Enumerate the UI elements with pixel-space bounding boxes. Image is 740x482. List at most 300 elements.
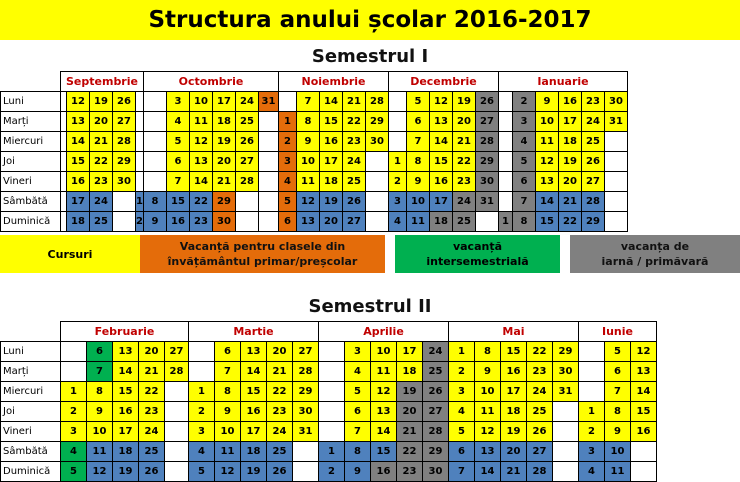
date-cell: 9 [143,212,166,232]
date-cell: 22 [90,152,113,172]
header-corner [1,322,61,342]
date-cell: 4 [579,462,605,482]
date-cell: 23 [527,362,553,382]
date-cell: 1 [278,112,296,132]
date-cell [165,382,189,402]
date-cell: 22 [267,382,293,402]
date-cell: 2 [136,212,144,232]
date-cell: 16 [241,402,267,422]
date-cell: 2 [579,422,605,442]
date-cell: 27 [342,212,365,232]
date-cell: 24 [235,92,258,112]
date-cell: 18 [319,172,342,192]
date-cell: 7 [166,172,189,192]
date-cell: 11 [189,112,212,132]
date-cell: 15 [319,112,342,132]
date-cell: 1 [319,442,345,462]
date-cell: 13 [429,112,452,132]
legend-spacer [385,235,395,273]
date-cell: 21 [558,192,581,212]
date-cell: 13 [631,362,657,382]
date-cell: 6 [449,442,475,462]
legend-iarna-line1: vacanța de [620,240,690,253]
date-cell: 10 [87,422,113,442]
date-cell: 23 [189,212,212,232]
date-cell [258,172,278,192]
date-cell: 15 [166,192,189,212]
date-cell [631,462,657,482]
date-cell [498,132,512,152]
date-cell: 19 [558,152,581,172]
date-cell [604,212,627,232]
date-cell [143,172,166,192]
date-cell: 21 [397,422,423,442]
month-header: Noiembrie [278,72,388,92]
date-cell: 5 [449,422,475,442]
week-day-row [1,112,628,132]
week-day-row [1,212,628,232]
day-label: Sâmbătă [1,192,61,212]
date-cell: 21 [90,132,113,152]
month-header: Decembrie [388,72,498,92]
date-cell: 21 [452,132,475,152]
day-label: Marți [1,112,61,132]
date-cell: 8 [512,212,535,232]
date-cell: 26 [113,92,136,112]
date-cell: 27 [581,172,604,192]
date-cell: 9 [605,422,631,442]
date-cell: 8 [87,382,113,402]
date-cell: 4 [449,402,475,422]
date-cell: 20 [139,342,165,362]
date-cell: 29 [423,442,449,462]
date-cell: 20 [501,442,527,462]
day-label: Miercuri [1,382,61,402]
legend-inter-line1: vacanță [452,240,503,253]
month-header: Iunie [579,322,657,342]
month-header: Aprilie [319,322,449,342]
date-cell: 15 [113,382,139,402]
date-cell: 3 [512,112,535,132]
date-cell: 30 [475,172,498,192]
day-label: Luni [1,92,61,112]
date-cell [319,402,345,422]
date-cell: 15 [371,442,397,462]
date-cell: 3 [449,382,475,402]
date-cell [498,92,512,112]
date-cell: 2 [278,132,296,152]
date-cell: 30 [604,92,627,112]
date-cell: 13 [475,442,501,462]
date-cell: 4 [278,172,296,192]
date-cell: 22 [452,152,475,172]
date-cell [365,152,388,172]
date-cell: 15 [535,212,558,232]
date-cell: 17 [429,192,452,212]
date-cell: 23 [452,172,475,192]
date-cell: 31 [553,382,579,402]
date-cell: 13 [535,172,558,192]
date-cell: 6 [605,362,631,382]
date-cell [553,402,579,422]
date-cell [258,132,278,152]
date-cell: 10 [189,92,212,112]
date-cell: 12 [371,382,397,402]
date-cell: 25 [581,132,604,152]
date-cell: 29 [113,152,136,172]
day-label: Sâmbătă [1,442,61,462]
date-cell: 28 [581,192,604,212]
date-cell: 22 [527,342,553,362]
date-cell [604,172,627,192]
date-cell: 6 [87,342,113,362]
date-cell [258,152,278,172]
date-cell: 14 [319,92,342,112]
date-cell [235,192,258,212]
date-cell: 6 [166,152,189,172]
date-cell [165,442,189,462]
date-cell: 23 [581,92,604,112]
date-cell [258,192,278,212]
month-header: Ianuarie [498,72,627,92]
date-cell: 29 [475,152,498,172]
date-cell: 14 [371,422,397,442]
date-cell: 30 [293,402,319,422]
date-cell: 7 [406,132,429,152]
header-corner [1,72,61,92]
date-cell: 10 [296,152,319,172]
date-cell [113,192,136,212]
date-cell: 7 [87,362,113,382]
date-cell: 13 [67,112,90,132]
date-cell: 18 [501,402,527,422]
date-cell: 2 [512,92,535,112]
date-cell: 16 [558,92,581,112]
date-cell: 25 [139,442,165,462]
date-cell [136,132,144,152]
date-cell: 14 [113,362,139,382]
date-cell: 16 [429,172,452,192]
date-cell: 11 [215,442,241,462]
date-cell: 14 [535,192,558,212]
date-cell [553,462,579,482]
week-day-row [1,422,657,442]
legend-cursuri-label: Cursuri [47,247,93,261]
date-cell: 16 [319,132,342,152]
semester-1-title: Semestrul I [311,46,429,67]
date-cell: 8 [143,192,166,212]
date-cell: 12 [67,92,90,112]
date-cell: 3 [278,152,296,172]
date-cell: 24 [267,422,293,442]
date-cell: 18 [558,132,581,152]
date-cell [165,422,189,442]
legend-vacanta-iarna [570,235,740,273]
date-cell: 7 [449,462,475,482]
date-cell: 13 [241,342,267,362]
date-cell: 2 [319,462,345,482]
date-cell: 18 [397,362,423,382]
date-cell [319,382,345,402]
date-cell: 20 [397,402,423,422]
date-cell [475,212,498,232]
date-cell: 29 [212,192,235,212]
date-cell: 18 [113,442,139,462]
date-cell: 11 [406,212,429,232]
week-day-row [1,92,628,112]
date-cell: 19 [501,422,527,442]
date-cell: 28 [475,132,498,152]
date-cell [579,362,605,382]
date-cell: 15 [631,402,657,422]
date-cell: 3 [579,442,605,462]
date-cell: 10 [215,422,241,442]
week-day-row [1,192,628,212]
date-cell: 21 [342,92,365,112]
date-cell: 5 [605,342,631,362]
date-cell: 19 [319,192,342,212]
week-day-row [1,132,628,152]
date-cell: 4 [388,212,406,232]
date-cell [136,92,144,112]
date-cell: 26 [475,92,498,112]
date-cell: 25 [342,172,365,192]
date-cell: 20 [452,112,475,132]
date-cell: 1 [388,152,406,172]
date-cell: 4 [512,132,535,152]
date-cell: 11 [296,172,319,192]
semester-2-title: Semestrul II [308,296,432,317]
date-cell: 12 [215,462,241,482]
date-cell: 16 [501,362,527,382]
date-cell: 8 [605,402,631,422]
date-cell: 3 [61,422,87,442]
date-cell: 19 [90,92,113,112]
date-cell: 5 [512,152,535,172]
week-day-row [1,442,657,462]
date-cell: 26 [342,192,365,212]
date-cell: 27 [475,112,498,132]
date-cell: 30 [212,212,235,232]
date-cell [553,442,579,462]
date-cell: 8 [345,442,371,462]
date-cell: 6 [215,342,241,362]
date-cell: 22 [397,442,423,462]
date-cell: 31 [604,112,627,132]
date-cell: 3 [388,192,406,212]
date-cell: 13 [113,342,139,362]
date-cell [136,152,144,172]
date-cell: 16 [67,172,90,192]
date-cell: 30 [553,362,579,382]
date-cell: 9 [475,362,501,382]
date-cell: 11 [605,462,631,482]
date-cell: 8 [296,112,319,132]
date-cell: 23 [267,402,293,422]
legend [0,235,740,273]
date-cell: 24 [423,342,449,362]
date-cell: 2 [388,172,406,192]
day-label: Vineri [1,172,61,192]
day-label: Duminică [1,212,61,232]
date-cell: 11 [475,402,501,422]
week-day-row [1,382,657,402]
date-cell: 12 [429,92,452,112]
date-cell: 9 [345,462,371,482]
date-cell: 26 [235,132,258,152]
date-cell [388,112,406,132]
date-cell: 29 [365,112,388,132]
date-cell [293,462,319,482]
month-header: Martie [189,322,319,342]
date-cell: 5 [189,462,215,482]
date-cell: 9 [87,402,113,422]
date-cell: 16 [371,462,397,482]
date-cell [365,212,388,232]
date-cell [278,92,296,112]
date-cell: 21 [139,362,165,382]
date-cell: 28 [423,422,449,442]
date-cell [365,192,388,212]
date-cell [319,422,345,442]
date-cell: 9 [215,402,241,422]
date-cell: 16 [113,402,139,422]
date-cell: 1 [189,382,215,402]
date-cell: 31 [293,422,319,442]
day-label: Marți [1,362,61,382]
date-cell [61,342,87,362]
date-cell [136,112,144,132]
date-cell [604,152,627,172]
date-cell: 1 [449,342,475,362]
day-label: Miercuri [1,132,61,152]
page-title: Structura anului școlar 2016-2017 [0,0,740,40]
date-cell: 14 [631,382,657,402]
date-cell: 7 [215,362,241,382]
semester-2-calendar [0,321,657,482]
date-cell: 20 [267,342,293,362]
date-cell: 15 [67,152,90,172]
date-cell: 18 [429,212,452,232]
date-cell: 7 [605,382,631,402]
date-cell [498,192,512,212]
month-header: Mai [449,322,579,342]
day-label: Joi [1,152,61,172]
date-cell: 20 [319,212,342,232]
date-cell: 1 [498,212,512,232]
date-cell [235,212,258,232]
date-cell: 29 [293,382,319,402]
date-cell: 16 [631,422,657,442]
legend-inter-line2: intersemestrială [426,255,529,268]
date-cell: 3 [166,92,189,112]
date-cell [604,192,627,212]
date-cell: 12 [189,132,212,152]
date-cell: 17 [67,192,90,212]
date-cell: 11 [371,362,397,382]
date-cell [258,112,278,132]
date-cell: 14 [67,132,90,152]
date-cell: 25 [90,212,113,232]
date-cell: 7 [296,92,319,112]
date-cell: 25 [527,402,553,422]
week-day-row [1,462,657,482]
day-label: Joi [1,402,61,422]
week-day-row [1,342,657,362]
date-cell: 11 [87,442,113,462]
date-cell: 28 [527,462,553,482]
date-cell: 6 [406,112,429,132]
date-cell [498,172,512,192]
date-cell: 30 [365,132,388,152]
date-cell: 31 [475,192,498,212]
date-cell: 23 [397,462,423,482]
date-cell [113,212,136,232]
date-cell [631,442,657,462]
date-cell [143,152,166,172]
legend-iarna-line2: iarnă / primăvară [601,255,709,268]
date-cell: 3 [189,422,215,442]
date-cell: 13 [371,402,397,422]
date-cell: 4 [345,362,371,382]
week-day-row [1,172,628,192]
date-cell: 8 [215,382,241,402]
date-cell: 27 [293,342,319,362]
date-cell: 5 [406,92,429,112]
date-cell: 6 [512,172,535,192]
date-cell: 26 [267,462,293,482]
date-cell: 8 [475,342,501,362]
date-cell [293,442,319,462]
date-cell: 18 [67,212,90,232]
legend-primar-line2: învățământul primar/preșcolar [167,255,358,268]
date-cell: 15 [501,342,527,362]
date-cell: 9 [535,92,558,112]
date-cell: 3 [345,342,371,362]
date-cell: 22 [558,212,581,232]
date-cell: 4 [61,442,87,462]
date-cell: 13 [189,152,212,172]
legend-vacanta-primar [140,235,385,273]
date-cell: 28 [293,362,319,382]
date-cell: 9 [296,132,319,152]
date-cell [498,112,512,132]
date-cell: 17 [558,112,581,132]
date-cell: 19 [452,92,475,112]
date-cell: 20 [90,112,113,132]
date-cell: 23 [90,172,113,192]
date-cell: 12 [87,462,113,482]
date-cell: 10 [475,382,501,402]
date-cell [579,382,605,402]
date-cell: 19 [212,132,235,152]
date-cell: 28 [235,172,258,192]
date-cell: 24 [90,192,113,212]
date-cell: 24 [342,152,365,172]
date-cell [579,342,605,362]
date-cell: 12 [296,192,319,212]
day-label: Vineri [1,422,61,442]
date-cell: 17 [113,422,139,442]
date-cell [143,132,166,152]
date-cell: 7 [512,192,535,212]
date-cell: 24 [527,382,553,402]
date-cell: 22 [342,112,365,132]
date-cell: 25 [267,442,293,462]
date-cell: 24 [139,422,165,442]
date-cell: 22 [189,192,212,212]
month-header: Februarie [61,322,189,342]
